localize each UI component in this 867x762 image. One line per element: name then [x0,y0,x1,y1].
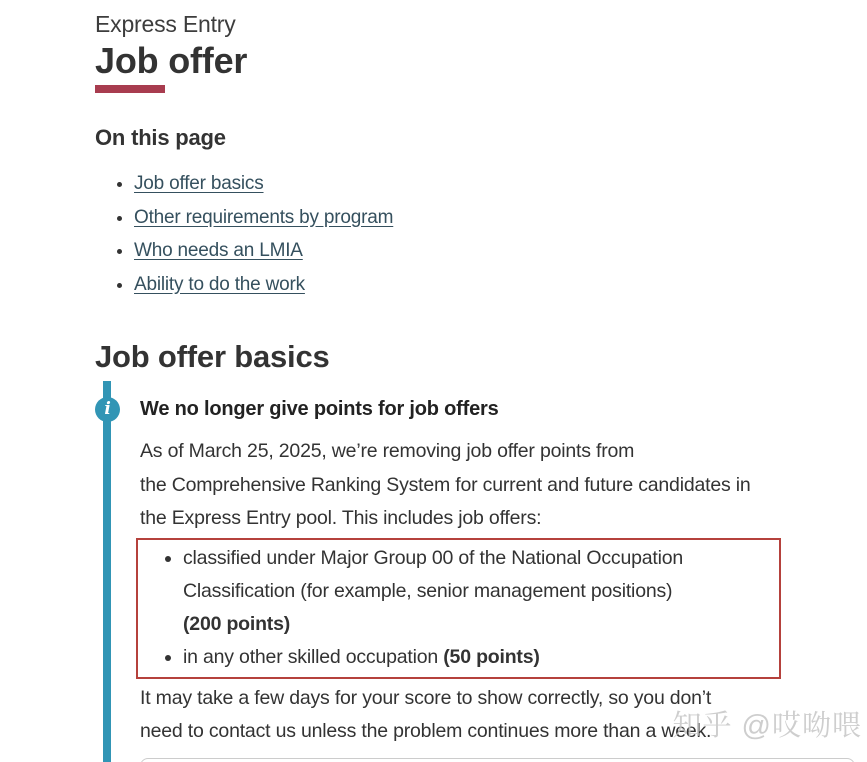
paragraph-line: the Express Entry pool. This includes job offers: [140,507,542,529]
paragraph-line: need to contact us unless the problem continues more than a week. [140,720,712,742]
watermark: 知乎 @哎呦喂 [672,710,862,742]
toc-item [134,167,867,201]
expandable-panel[interactable] [140,758,855,762]
callout-left-bar [103,381,111,762]
points-value-50: (50 points) [443,645,540,668]
toc-link-other-requirements[interactable]: Other requirements by program [134,206,394,228]
page-title: Job offer [95,40,248,81]
list-item-major-group-00 [183,542,779,641]
paragraph-line: the Comprehensive Ranking System for current and future candidates in [140,473,751,496]
toc-heading: On this page [95,125,226,150]
paragraph-line: It may take a few days for your score to show correctly, so you don’t [140,686,712,709]
toc-link-who-needs-lmia[interactable]: Who needs an LMIA [134,240,303,261]
toc-link-ability-to-work[interactable]: Ability to do the work [134,273,305,295]
info-callout [95,381,867,762]
callout-title: We no longer give points for job offers [140,398,499,420]
callout-paragraph [140,682,867,749]
job-offer-points-list [138,542,779,674]
list-item-line: • classified under Major Group 00 of the National Occupation [183,546,684,569]
toc-item [134,201,867,235]
title-accent-bar [95,85,165,93]
toc-item [134,234,867,268]
toc-list [95,167,867,301]
list-item-skilled-occupation [183,641,779,674]
points-value-200: (200 points) [183,612,291,635]
page-supertitle: Express Entry [95,11,236,37]
section-heading-job-offer-basics: Job offer basics [95,339,330,374]
toc-item [134,268,867,302]
info-icon: i [95,397,120,422]
paragraph-line: As of March 25, 2025, we’re removing job offer points from [140,440,635,462]
annotation-highlight-box [136,538,781,679]
list-item-line: Classification (for example, senior management positions) [183,579,673,602]
toc-link-job-offer-basics[interactable]: Job offer basics [134,173,264,194]
list-item-text: in any other skilled occupation [183,645,444,668]
callout-paragraph [140,435,867,536]
